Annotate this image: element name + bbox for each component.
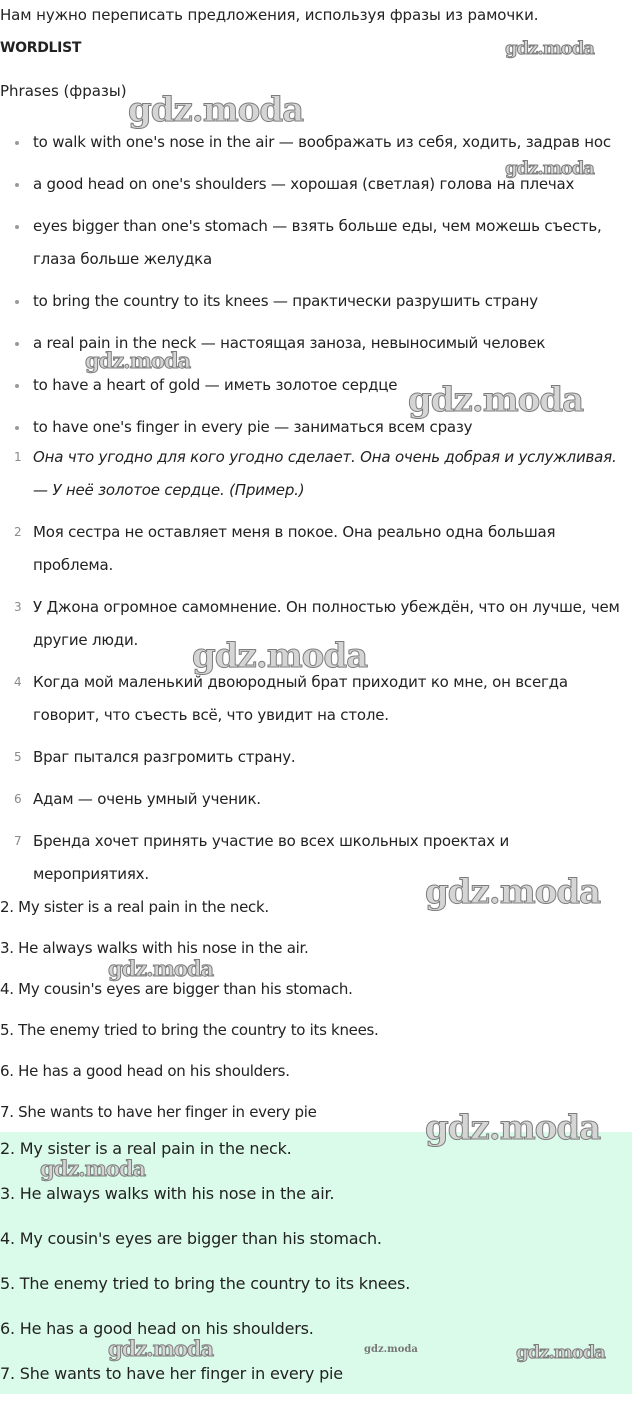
- item-number: 6: [14, 792, 22, 806]
- item-number: 2: [14, 525, 22, 539]
- watermark-logo: gdz.moda: [408, 380, 584, 420]
- answer-item: 2. My sister is a real pain in the neck.: [0, 1139, 292, 1158]
- watermark-logo: gdz.moda: [425, 872, 601, 912]
- bullet-icon: [15, 300, 19, 304]
- watermark-logo: gdz.moda: [108, 1336, 214, 1361]
- bullet-icon: [15, 183, 19, 187]
- answer-item: 6. He has a good head on his shoulders.: [0, 1062, 290, 1080]
- watermark-logo: gdz.moda: [40, 1156, 146, 1181]
- sentence-item: 1 Она что угодно для кого угодно сделает. Она очень добрая и услужливая. — У неё золотое сердце. (Пример.): [0, 441, 628, 507]
- answer-item: 2. My sister is a real pain in the neck.: [0, 898, 269, 916]
- intro-text: Нам нужно переписать предложения, используя фразы из рамочки.: [0, 6, 539, 24]
- sentence-item: 6 Адам — очень умный ученик.: [0, 783, 628, 816]
- sentence-item: 4 Когда мой маленький двоюродный брат приходит ко мне, он всегда говорит, что съесть всё, что увидит на столе.: [0, 666, 628, 732]
- list-item: to walk with one's nose in the air — воображать из себя, ходить, задрав нос: [0, 126, 632, 159]
- item-number: 1: [14, 450, 22, 464]
- watermark-logo: gdz.moda: [364, 1344, 418, 1355]
- item-number: 3: [14, 600, 22, 614]
- answer-item: 5. The enemy tried to bring the country to its knees.: [0, 1021, 379, 1039]
- bullet-icon: [15, 426, 19, 430]
- watermark-logo: gdz.moda: [505, 158, 594, 179]
- bullet-icon: [15, 225, 19, 229]
- bullet-icon: [15, 342, 19, 346]
- answer-item: 3. He always walks with his nose in the air.: [0, 1184, 335, 1203]
- answer-item: 6. He has a good head on his shoulders.: [0, 1319, 314, 1338]
- answer-item: 5. The enemy tried to bring the country to its knees.: [0, 1274, 411, 1293]
- answers-list: [0, 891, 379, 1137]
- answer-item: 3. He always walks with his nose in the air.: [0, 939, 309, 957]
- answer-item: 4. My cousin's eyes are bigger than his stomach.: [0, 980, 353, 998]
- sentence-item: 5 Враг пытался разгромить страну.: [0, 741, 628, 774]
- list-item: to bring the country to its knees — практически разрушить страну: [0, 285, 632, 318]
- answer-item: 7. She wants to have her finger in every pie: [0, 1364, 343, 1383]
- item-number: 4: [14, 675, 22, 689]
- bullet-icon: [15, 141, 19, 145]
- list-item: to have a heart of gold — иметь золотое сердце: [0, 369, 632, 402]
- list-item: a real pain in the neck — настоящая заноза, невыносимый человек: [0, 327, 632, 360]
- answer-item: 7. She wants to have her finger in every pie: [0, 1103, 317, 1121]
- sentence-item: 3 У Джона огромное самомнение. Он полностью убеждён, что он лучше, чем другие люди.: [0, 591, 628, 657]
- list-item: a good head on one's shoulders — хорошая (светлая) голова на плечах: [0, 168, 632, 201]
- list-item: eyes bigger than one's stomach — взять больше еды, чем можешь съесть, глаза больше желудка: [0, 210, 623, 276]
- watermark-logo: gdz.moda: [425, 1108, 601, 1148]
- phrases-heading: Phrases (фразы): [0, 82, 127, 100]
- watermark-logo: gdz.moda: [85, 348, 191, 373]
- watermark-logo: gdz.moda: [516, 1342, 605, 1363]
- sentence-item: 7 Бренда хочет принять участие во всех школьных проектах и мероприятиях.: [0, 825, 628, 891]
- sentence-item: 2 Моя сестра не оставляет меня в покое. Она реально одна большая проблема.: [0, 516, 628, 582]
- item-number: 5: [14, 750, 22, 764]
- watermark-logo: gdz.moda: [192, 636, 368, 676]
- answer-item: 4. My cousin's eyes are bigger than his stomach.: [0, 1229, 382, 1248]
- bullet-icon: [15, 384, 19, 388]
- watermark-logo: gdz.moda: [128, 90, 304, 130]
- watermark-logo: gdz.moda: [108, 956, 214, 981]
- watermark-logo: gdz.moda: [505, 38, 594, 59]
- list-item: to have one's finger in every pie — заниматься всем сразу: [0, 411, 632, 444]
- item-number: 7: [14, 834, 22, 848]
- wordlist-heading: WORDLIST: [0, 40, 82, 56]
